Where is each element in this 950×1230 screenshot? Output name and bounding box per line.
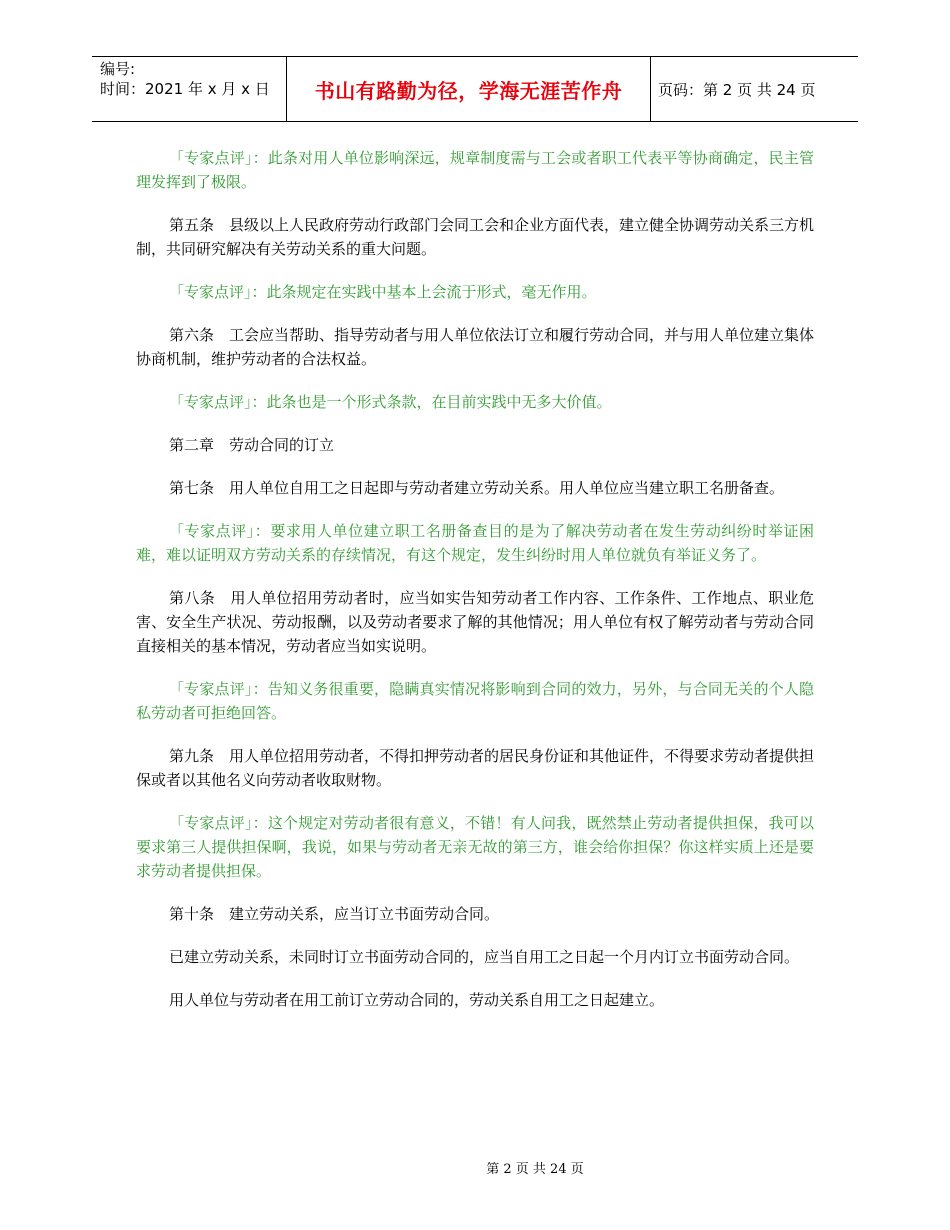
expert-comment-paragraph: 「专家点评」：此条对用人单位影响深远，规章制度需与工会或者职工代表平等协商确定，民主管理发挥到了极限。: [136, 149, 814, 191]
article-paragraph: 第十条 建立劳动关系，应当订立书面劳动合同。: [169, 905, 500, 923]
article-paragraph: 第七条 用人单位自用工之日起即与劳动者建立劳动关系。用人单位应当建立职工名册备查。: [169, 479, 785, 497]
article-paragraph: 第八条 用人单位招用劳动者时，应当如实告知劳动者工作内容、工作条件、工作地点、职业危害、安全生产状况、劳动报酬，以及劳动者要求了解的其他情况；用人单位有权了解劳动者与劳动合同直接相关的基本情况，劳动者应当如实说明。: [136, 589, 814, 655]
article-paragraph: 已建立劳动关系，未同时订立书面劳动合同的，应当自用工之日起一个月内订立书面劳动合同。: [169, 948, 800, 966]
article-paragraph: 用人单位与劳动者在用工前订立劳动合同的，劳动关系自用工之日起建立。: [169, 991, 665, 1009]
header-motto: 书山有路勤为径，学海无涯苦作舟: [314, 78, 623, 103]
page-footer: 第 2 页 共 24 页: [486, 1162, 584, 1177]
header-divider: [650, 57, 651, 121]
header-meta: [100, 59, 286, 99]
article-paragraph: 第九条 用人单位招用劳动者，不得扣押劳动者的居民身份证和其他证件，不得要求劳动者提供担保或者以其他名义向劳动者收取财物。: [136, 747, 815, 789]
expert-comment-paragraph: 「专家点评」：此条也是一个形式条款，在目前实践中无多大价值。: [169, 393, 612, 411]
article-paragraph: 第六条 工会应当帮助、指导劳动者与用人单位依法订立和履行劳动合同，并与用人单位建立集体协商机制，维护劳动者的合法权益。: [136, 326, 815, 368]
time-label: 时间：2021 年 x 月 x 日: [100, 80, 270, 98]
expert-comment-paragraph: 「专家点评」：要求用人单位建立职工名册备查目的是为了解决劳动者在发生劳动纠纷时举证困难，难以证明双方劳动关系的存续情况，有这个规定，发生纠纷时用人单位就负有举证义务了。: [136, 522, 814, 564]
document-body: [136, 146, 814, 1031]
page-header: [92, 56, 858, 122]
serial-label: 编号:: [100, 60, 136, 78]
article-paragraph: 第五条 县级以上人民政府劳动行政部门会同工会和企业方面代表，建立健全协调劳动关系三方机制，共同研究解决有关劳动关系的重大问题。: [136, 216, 815, 258]
expert-comment-paragraph: 「专家点评」：此条规定在实践中基本上会流于形式，毫无作用。: [169, 283, 597, 301]
header-page-info: 页码：第 2 页 共 24 页: [658, 80, 816, 99]
expert-comment-paragraph: 「专家点评」：这个规定对劳动者很有意义，不错！有人问我，既然禁止劳动者提供担保，我可以要求第三人提供担保啊，我说，如果与劳动者无亲无故的第三方，谁会给你担保？你这样实质上还是要求劳动者提供担保。: [136, 814, 814, 880]
article-paragraph: 第二章 劳动合同的订立: [169, 436, 335, 454]
expert-comment-paragraph: 「专家点评」：告知义务很重要，隐瞒真实情况将影响到合同的效力，另外，与合同无关的个人隐私劳动者可拒绝回答。: [136, 680, 814, 722]
